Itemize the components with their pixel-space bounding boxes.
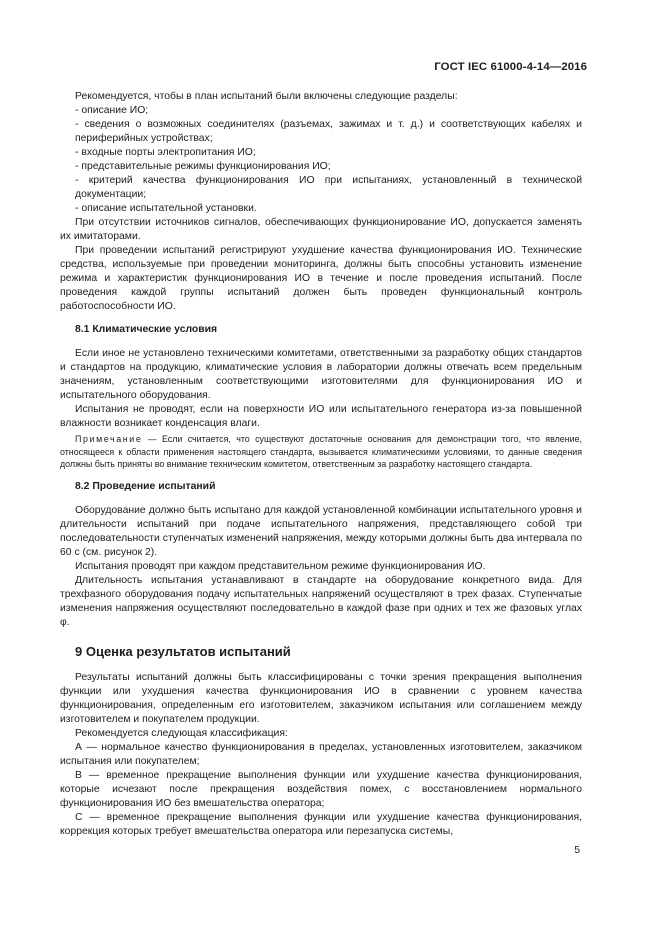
paragraph-absence: При отсутствии источников сигналов, обеспечивающих функционирование ИО, допускается заменять их имитаторами.: [60, 217, 582, 242]
list-item: - представительные режимы функционирования ИО;: [75, 161, 331, 172]
note-text: — Если считается, что существуют достаточные основания для демонстрации того, что явление, относящееся к области применения настоящего стандарта, вызывается климатическими условиями, то данные сведения должны быть приняты во внимание техническим комитетом, ответственным за разработку настоящего стандарта.: [60, 434, 582, 470]
paragraph-monitoring: При проведении испытаний регистрируют ухудшение качества функционирования ИО. Технические средства, используемые при проведении мониторинга, должны быть способны установить изменение режима и характеристик функционирования ИО в течение и после проведения испытаний. После проведения каждой группы испытаний должен быть проведен функциональный контроль работоспособности ИО.: [60, 245, 582, 312]
note-label: Примечание: [75, 434, 143, 444]
section-9-title: 9 Оценка результатов испытаний: [75, 643, 291, 659]
list-item: - описание ИО;: [75, 105, 149, 116]
paragraph-8-2-duration: Длительность испытания устанавливают в стандарте на оборудование конкретного вида. Для трехфазного оборудования подачу испытательных напряжений осуществляют в трех фазах. Ступенчатые изменения напряжения осуществляют последовательно в каждой фазе при одних и тех же фазовых углах φ.: [60, 574, 582, 628]
paragraph-8-2-modes: Испытания проводят при каждом представительном режиме функционирования ИО.: [75, 560, 486, 572]
class-a: А — нормальное качество функционирования в пределах, установленных изготовителем, заказчиком испытания или покупателем;: [60, 741, 582, 767]
list-item: - сведения о возможных соединителях (разъемах, зажимах и т. д.) и соответствующих кабелях и периферийных устройствах;: [75, 119, 582, 144]
class-c: С — временное прекращение выполнения функции или ухудшение качества функционирования, коррекция которых требует вмешательства оператора или перезапуска системы,: [60, 811, 582, 837]
section-8-1-title: 8.1 Климатические условия: [75, 324, 218, 335]
page-number: 5: [574, 845, 580, 856]
intro-lead: Рекомендуется, чтобы в план испытаний были включены следующие разделы:: [75, 91, 458, 102]
page-body: [60, 90, 582, 839]
paragraph-8-1-condensation: Испытания не проводят, если на поверхности ИО или испытательного генератора из-за повышенной влажности возникает конденсация влаги.: [60, 404, 582, 429]
document-code: ГОСТ IEC 61000-4-14—2016: [434, 61, 587, 73]
paragraph-8-2-equipment: Оборудование должно быть испытано для каждой установленной комбинации испытательного уровня и длительности испытаний при подаче испытательного напряжения, представляющего собой три последовательности ступенчатых изменений напряжения, между которыми должны быть два интервала по 60 с (см. рисунок 2).: [60, 504, 582, 558]
paragraph-9-classification: Рекомендуется следующая классификация:: [75, 727, 288, 739]
paragraph-9-results: Результаты испытаний должны быть классифицированы с точки зрения прекращения выполнения функции или ухудшения качества функционирования ИО в сравнении с уровнем качества функционирования, определенным его изготовителем, заказчиком испытания или соглашением между изготовителем и покупателем продукции.: [60, 671, 582, 725]
class-b: В — временное прекращение выполнения функции или ухудшение качества функционирования, которые исчезают после прекращения воздействия помех, с восстановлением нормального функционирования ИО без вмешательства оператора;: [60, 769, 582, 809]
list-item: - входные порты электропитания ИО;: [75, 147, 256, 158]
note: [60, 433, 582, 471]
paragraph-8-1-climate: Если иное не установлено техническими комитетами, ответственными за разработку общих стандартов и стандартов на продукцию, климатические условия в лаборатории должны отвечать всем предельным значениям, установленным соответствующими изготовителями для функционирования ИО и испытательного оборудования.: [60, 348, 582, 401]
list-item: - критерий качества функционирования ИО при испытаниях, установленный в технической документации;: [75, 175, 582, 200]
section-8-2-title: 8.2 Проведение испытаний: [75, 480, 216, 492]
list-item: - описание испытательной установки.: [75, 203, 257, 214]
